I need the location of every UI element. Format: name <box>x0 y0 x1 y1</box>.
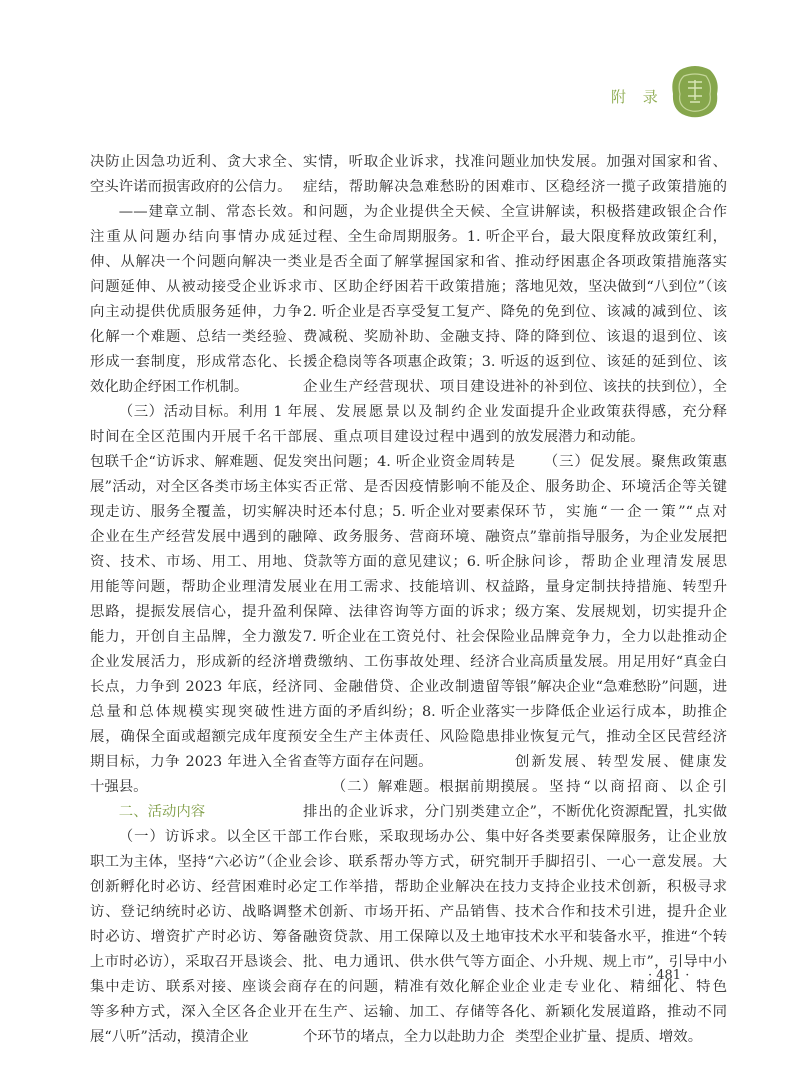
text-column-3 <box>515 150 727 1050</box>
jade-seal-icon <box>670 64 720 118</box>
text-column-2 <box>303 150 515 1050</box>
paragraph: ——建章立制、常态长效。注重从问题办结向事情办成延伸、从解决一个问题向解决一类问题延伸、从被动接受企业诉求向主动提供优质服务延伸，力争化解一个难题、总结一类经验、形成一套制度，形成常态化、长效化助企纾困工作机制。 <box>90 204 302 395</box>
paragraph: 实情，听取企业诉求，找准问题症结，帮助解决急难愁盼的困难和问题，为企业提供全天候、全过程、全生命周期服务。1. 听企业是否全面了解掌握国家和省、市、区助企纾困若干政策措施；2. 听企业是否享受复工复产、降费减税、奖励补助、金融支持、援企稳岗等各项惠企政策；3. 听企业生产经营现状、项目建设进展、发展愿景以及制约企业发展、重点项目建设过程中遇到的突出问题；4. 听企业资金周转是否正常、是否因疫情影响不能及时还本付息；5. 听企业对要素保障、政务服务、营商环境、融资贷款等方面的意见建议；6. 听企业在用工需求、技能培训、权益保障、法律咨询等方面的诉求；7. 听企业在工资兑付、社会保险费缴纳、工伤事故处理、经济合同、金融借贷、企业改制遗留等方面的矛盾纠纷；8. 听企业落实安全生产主体责任、风险隐患排查等方面存在问题。 <box>303 154 515 770</box>
section-header-label: 附 录 <box>611 88 664 106</box>
page-number: · 481 · <box>648 968 690 983</box>
section-heading: 二、活动内容 <box>118 804 206 820</box>
paragraph: （三）活动目标。利用 1 年时间在全区范围内开展千名干部包联千企“访诉求、解难题、促发展”活动，对全区各类市场主体实现走访、服务全覆盖，切实解决企业在生产经营发展中遇到的融资、技术、市场、用工、用地、用能等问题，帮助企业理清发展思路，提振发展信心，提升盈利能力，开创自主品牌，全力激发企业发展活力，形成新的经济增长点，力争到 2023 年底，经济总量和总体规模实现突破性进展，确保全面或超额完成年度预期目标，力争 2023 年进入全省十强县。 <box>90 404 302 795</box>
paragraph: （一）访诉求。以全区干部职工为主体，坚持“六必访”（企业创新孵化时必访、经营困难时必访、登记纳统时必访、战略调整时必访、增资扩产时必访、筹备上市时必访），采取召开恳谈会、集中走访、联系对接、座谈会商等多种方式，深入全区各企业开展“八听”活动，摸清企业 <box>90 829 302 1045</box>
paragraph: 业加快发展。加强对国家和省、市、区稳经济一揽子政策措施的宣讲解读，积极搭建政银企合作平台，最大限度释放政策红利，推动纾困惠企各项政策措施落实落地见效，坚决做到“八到位”（该免的免到位、该减的减到位、该降的降到位、该退的退到位、该返的返到位、该延的延到位、该补的补到位、该扶的扶到位），全面提升企业政策获得感，充分释放发展潜力和动能。 <box>515 154 727 445</box>
paragraph: 决防止因急功近利、贪大求全、空头许诺而损害政府的公信力。 <box>90 154 302 195</box>
text-column-1 <box>90 150 302 1050</box>
paragraph: （三）促发展。聚焦政策惠企、服务助企、环境活企等关键环节，实施“一企一策”“点对点”靠前指导服务，为企业发展把脉问诊，帮助企业理清发展思路，量身定制扶持措施、转型升级方案、发展规划，切实提升企业品牌竞争力，全力以赴推动企业高质量发展。用足用好“真金白银”解决企业“急难愁盼”问题，进一步降低企业运行成本，助推企业恢复元气，推动全区民营经济创新发展、转型发展、健康发展。坚持“以商招商、以企引企”，不断优化资源配置，扎实做好各类要素保障服务，让企业放开手脚招引、一心一意发展。大力支持企业技术创新，积极寻求技术合作和技术引进，提升企业技术水平和装备水平，推进“个转企、小升规、规上市”，引导中小企业走专业化、精细化、特色化、新颖化发展道路，推动不同类型企业扩量、提质、增效。 <box>515 454 727 1045</box>
paragraph: （二）解难题。根据前期摸排出的企业诉求，分门别类建立工作台账，采取现场办公、集中会诊、联系帮办等方式，研究制定工作举措，帮助企业解决在技术创新、市场开拓、产品销售、融资贷款、用工保障以及土地审批、电力通讯、供水供气等方面存在的问题，精准有效化解企业在生产、运输、加工、存储等各个环节的堵点，全力以赴助力企 <box>303 779 515 1045</box>
